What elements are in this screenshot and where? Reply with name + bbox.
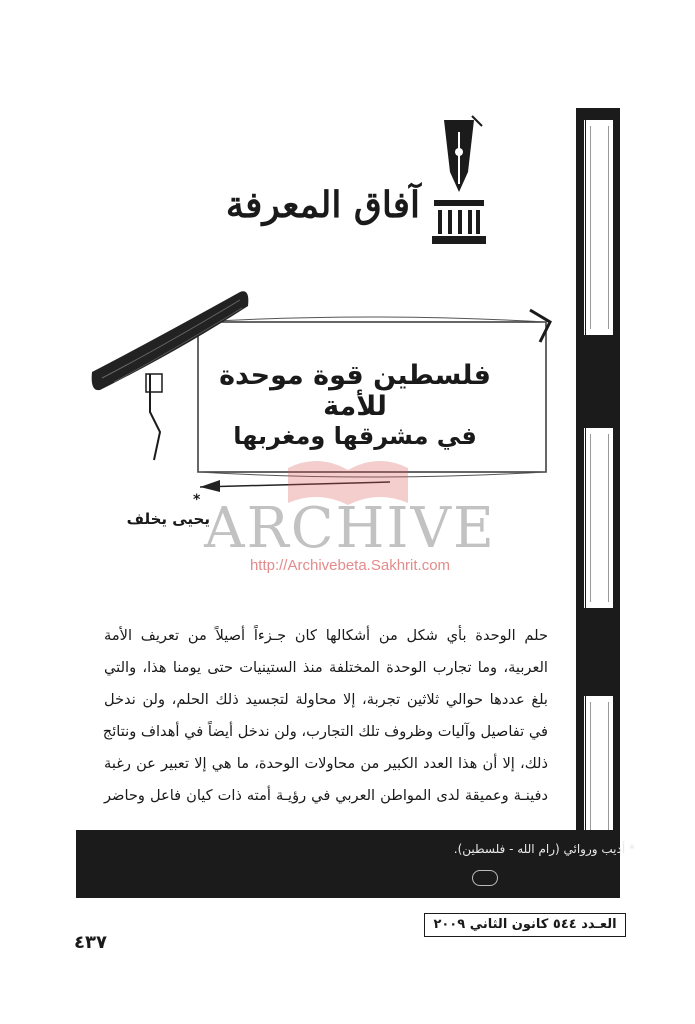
author-name: يحيى يخلف [126,510,210,528]
bar-panel [583,120,613,335]
body-line: ذلك، إلا أن هذا العدد الكبير من محاولات الوحدة، ما هي إلا تعبير عن رغبة [104,755,548,772]
issue-info: العـدد ٥٤٤ كانون الثاني ٢٠٠٩ [424,913,626,937]
section-title: آفاق المعرفة [225,184,420,226]
body-line: دفينـة وعميقة لدى المواطن العربي في رؤيـة أمته ذات كيان فاعل وحاضر [104,787,548,804]
body-line: العربية، وما تجارب الوحدة المختلفة منذ الستينيات حتى يومنا هذا، والتي [104,659,548,676]
body-line: بلغ عددها حوالي ثلاثين تجربة، إلا محاولة لتجسيد ذلك الحلم، ولن ندخل [104,691,548,708]
footnote-band [76,830,620,898]
article-subtitle: في مشرقها ومغربها [233,422,477,450]
publisher-logo-icon [472,870,498,886]
pen-nib-emblem-icon [424,112,494,252]
author-footnote: * أديب وروائي (رام الله - فلسطين). [453,842,635,856]
page-number: ٤٣٧ [74,932,107,953]
author-footnote-mark: * [193,492,201,508]
watermark-brand: ARCHIVE [204,496,496,561]
article-title: فلسطين قوة موحدة للأمة [219,360,491,422]
body-line: في تفاصيل وآليات وظروف تلك التجارب، ولن ندخل أيضاً في أهداف ونتائج [102,723,548,740]
bar-panel [583,428,613,608]
watermark-url[interactable]: http://Archivebeta.Sakhrit.com [249,557,451,574]
right-decorative-bar [576,108,620,898]
article-body [104,620,548,812]
body-line: حلم الوحدة بأي شكل من أشكالها كان جـزءاً أصيلاً من تعريف الأمة [104,627,548,644]
